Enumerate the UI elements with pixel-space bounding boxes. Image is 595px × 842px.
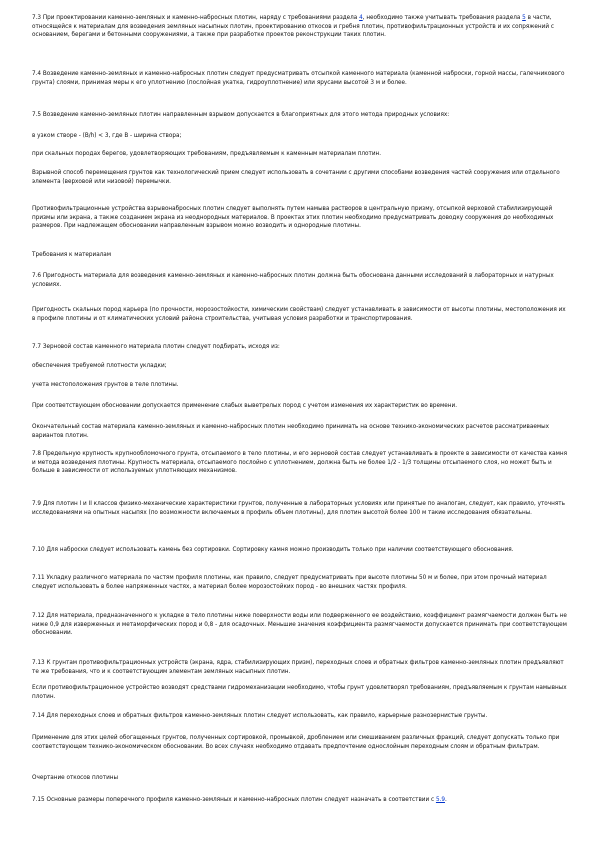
paragraph-p7-12 [32, 612, 568, 638]
paragraph-text: Пригодность скальных пород карьера (по прочности, морозостойкости, химическим свойствам) следует устанавливать в зависимости от высоты плотины, местоположения их в профиле плотины и от климатических условий района строительства, учитывая условия разработки и транспортирования. [32, 307, 566, 322]
paragraph-h-outline [32, 774, 568, 783]
paragraph-text: 7.3 При проектировании каменно-земляных и каменно-набросных плотин, наряду с требованиями раздела [32, 15, 360, 21]
paragraph-p7-13 [32, 659, 568, 676]
section-link[interactable]: 5.9 [435, 797, 445, 803]
paragraph-p7-10 [32, 546, 568, 555]
paragraph-p7-4 [32, 70, 568, 87]
paragraph-text: обеспечения требуемой плотности укладки; [32, 363, 167, 369]
paragraph-p7-7 [32, 343, 568, 352]
paragraph-text: при скальных породах берегов, удовлетворяющих требованиям, предъявляемым к каменным материалам плотин. [32, 151, 382, 157]
paragraph-text: Окончательный состав материала каменно-земляных и каменно-набросных плотин необходимо принимать на основе технико-экономических расчетов рассматриваемых вариантов плотин. [32, 424, 550, 439]
paragraph-text: 7.10 Для наброски следует использовать камень без сортировки. Сортировку камня можно производить только при наличии соответствующего обоснования. [32, 547, 514, 553]
paragraph-p-density [32, 362, 568, 371]
section-link[interactable]: 5 [522, 15, 526, 21]
paragraph-text: При соответствующем обосновании допускается применение слабых выветрелых пород с учетом изменения их характеристик во времени. [32, 403, 458, 409]
paragraph-p-narrow [32, 132, 568, 141]
paragraph-text: Взрывной способ перемещения грунтов как технологический прием следует использовать в сочетании с другими способами возведения частей сооружения или отдельного элемента (верховой или низовой) перемычки. [32, 170, 560, 185]
paragraph-text: 7.15 Основные размеры поперечного профиля каменно-земляных и каменно-набросных плотин следует назначать в соответствии с [32, 797, 436, 803]
paragraph-text: 7.13 К грунтам противофильтрационных устройств (экрана, ядра, стабилизирующих призм), переходных слоев и обратных фильтров каменно-земляных плотин предъявляют те же требования, что и к соответствующим элементам земляных насыпных плотин. [32, 660, 564, 675]
paragraph-p-slopes [32, 150, 568, 159]
paragraph-text: учета местоположения грунтов в теле плотины. [32, 382, 179, 388]
paragraph-text: Если противофильтрационное устройство возводят средствами гидромеханизации необходимо, чтобы грунт удовлетворял требованиям, предъявляемым к грунтам намывных плотин. [32, 685, 567, 700]
paragraph-text: Очертание откосов плотины [32, 775, 118, 781]
paragraph-text: 7.11 Укладку различного материала по частям профиля плотины, как правило, следует предусматривать при высоте плотины 50 м и более, при этом прочный материал следует использовать в более напряженных частях, а материал более морозостойких пород - во внешних частях профиля. [32, 575, 547, 590]
paragraph-text: 7.6 Пригодность материала для возведения каменно-земляных и каменно-набросных плотин должна быть обоснована данными исследований в лабораторных и натурных условиях. [32, 273, 554, 288]
paragraph-p7-9 [32, 500, 568, 517]
paragraph-p7-15 [32, 796, 568, 805]
paragraph-p-final [32, 423, 568, 440]
paragraph-text: 7.5 Возведение каменно-земляных плотин направленным взрывом допускается в благоприятных для этого метода природных условиях: [32, 112, 450, 118]
paragraph-p7-5 [32, 111, 568, 120]
paragraph-p-antifilt [32, 205, 568, 231]
paragraph-p7-11 [32, 574, 568, 591]
paragraph-text: 7.8 Предельную крупность крупнообломочного грунта, отсыпаемого в тело плотины, и его зерновой состав следует устанавливать в проекте в зависимости от качества камня и метода возведения плотины. Крупность материала, отсыпаемого послойно с уплотнением, должна быть не более 1/2 - 1/3 толщины отсыпаемого слоя, но может быть и больше в зависимости от используемых уплотняющих механизмов. [32, 451, 568, 475]
paragraph-p-selection [32, 684, 568, 701]
paragraph-text: 7.14 Для переходных слоев и обратных фильтров каменно-земляных плотин следует использовать, как правило, карьерные разнозернистые грунты. [32, 713, 488, 719]
paragraph-text: в узком створе - (В/h) < 3, где В - ширина створа; [32, 133, 182, 139]
paragraph-p7-14 [32, 712, 568, 721]
paragraph-p-weak [32, 402, 568, 411]
paragraph-text: Требования к материалам [32, 252, 112, 258]
paragraph-text: . [444, 797, 447, 803]
paragraph-p-location [32, 381, 568, 390]
section-link[interactable]: 4 [359, 15, 363, 21]
paragraph-text: Противофильтрационные устройства взрывонабросных плотин следует выполнять путем намыва растворов в центральную призму, отсыпкой верховой стабилизирующей призмы или экрана, а также созданием экрана из неоднородных материалов. В проектах этих плотин необходимо предусматривать доводку сооружения до необходимых размеров. При надлежащем обосновании направленным взрывом можно возводить и однородные плотины. [32, 206, 554, 230]
paragraph-p7-8 [32, 450, 568, 476]
paragraph-text: Применение для этих целей обогащенных грунтов, полученных сортировкой, промывкой, дроблением или смешиванием различных фракций, следует допускать только при соответствующем технико-экономическом обосновании. Во всех случаях необходимо отдавать предпочтение однослойным переходным слоям и обратным фильтрам. [32, 735, 560, 750]
paragraph-h-materials [32, 251, 568, 260]
paragraph-p-quarry [32, 306, 568, 323]
paragraph-p-gravel [32, 734, 568, 751]
paragraph-text: , необходимо также учитывать требования раздела [362, 15, 523, 21]
paragraph-text: 7.7 Зерновой состав каменного материала плотин следует подбирать, исходя из: [32, 344, 280, 350]
paragraph-p7-3 [32, 14, 568, 40]
paragraph-p7-6 [32, 272, 568, 289]
paragraph-text: 7.4 Возведение каменно-земляных и каменно-набросных плотин следует предусматривать отсыпкой каменного материала (каменной наброски, горной массы, галечникового грунта) слоями, принимая меры к его уплотнению (послойная укатка, гидроуплотнение) или ярусами высотой 3 м и более. [32, 71, 565, 86]
paragraph-text: 7.9 Для плотин I и II классов физико-механические характеристики грунтов, полученные в лабораторных условиях или принятые по аналогам, следует, как правило, уточнять исследованиями на опытных насыпях (по возможности включаемых в профиль объем плотины), для плотин высотой более 100 м такие исследования обязательны. [32, 501, 565, 516]
paragraph-p-blast [32, 169, 568, 186]
paragraph-text: 7.12 Для материала, предназначенного к укладке в тело плотины ниже поверхности воды или подверженного ее воздействию, коэффициент размягчаемости должен быть не ниже 0,9 для изверженных и метаморфических пород и 0,8 - для осадочных. Меньшие значения коэффициента размягчаемости допускается принимать при соответствующем обосновании. [32, 613, 567, 637]
paragraph-text: в части, относящейся к материалам для возведения земляных насыпных плотин, проектированию откосов и гребня плотин, противофильтрационных устройств и их сопряжений с основанием, берегами и бетонными сооружениями, а также при разработке проектов реконструкции таких плотин. [32, 15, 554, 39]
